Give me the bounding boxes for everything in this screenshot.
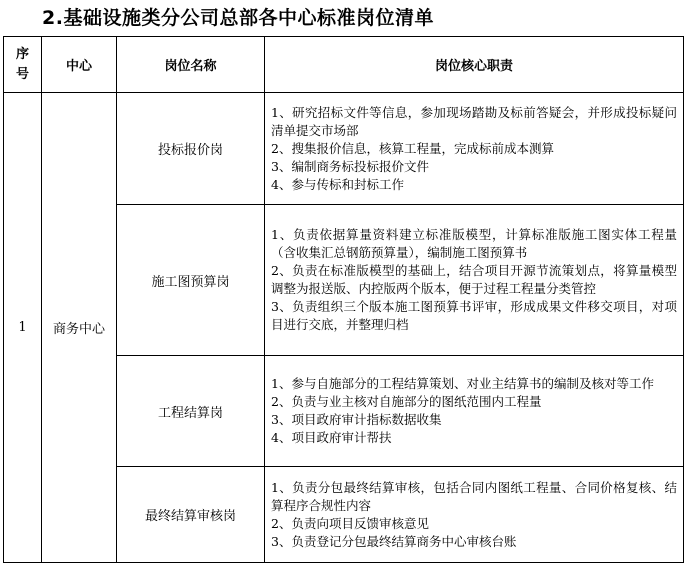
document-title: 2.基础设施类分公司总部各中心标准岗位清单 [42, 7, 434, 29]
duties-cell [265, 467, 684, 563]
position-name: 最终结算审核岗 [117, 467, 265, 563]
duty-line: 1、参与自施部分的工程结算策划、对业主结算书的编制及核对等工作 [271, 376, 654, 391]
duties-cell [265, 356, 684, 467]
duty-line: 2、负责在标准版模型的基础上，结合项目开源节流策划点，将算量模型调整为报送版、内控版两个版本，便于过程工程量分类管控 [271, 263, 677, 296]
duty-line: 1、负责分包最终结算审核，包括合同内图纸工程量、合同价格复核、结算程序合规性内容 [271, 479, 677, 513]
duty-line: 2、负责与业主核对自施部分的图纸范围内工程量 [271, 394, 542, 409]
duty-line: 1、负责依据算量资料建立标准版模型，计算标准版施工图实体工程量（含收集汇总钢筋预算量），编制施工图预算书 [271, 227, 677, 260]
position-name: 施工图预算岗 [117, 205, 265, 356]
header-position: 岗位名称 [117, 37, 265, 93]
header-seq-top: 序 [15, 46, 29, 62]
row-center: 商务中心 [42, 93, 117, 563]
duty-line: 3、负责组织三个版本施工图预算书评审，形成成果文件移交项目，对项目进行交底，并整理归档 [271, 299, 677, 332]
duty-line: 4、项目政府审计帮扶 [271, 430, 392, 445]
position-name: 工程结算岗 [117, 356, 265, 467]
header-center: 中心 [42, 37, 117, 93]
table-header-row [4, 37, 684, 93]
duties-cell [265, 93, 684, 205]
duty-line: 2、搜集报价信息，核算工程量，完成标前成本测算 [271, 140, 554, 156]
header-seq-bottom: 号 [15, 66, 29, 82]
header-seq [4, 37, 42, 93]
duty-line: 3、编制商务标投标报价文件 [271, 158, 429, 174]
duties-cell [265, 205, 684, 356]
duty-line: 3、项目政府审计指标数据收集 [271, 412, 442, 427]
duty-line: 1、研究招标文件等信息，参加现场踏勘及标前答疑会，并形成投标疑问清单提交市场部 [271, 104, 677, 138]
table-row [4, 93, 684, 205]
position-roster-table [3, 36, 684, 563]
header-duties: 岗位核心职责 [265, 37, 684, 93]
duty-line: 3、负责登记分包最终结算商务中心审核台账 [271, 533, 517, 549]
duty-line: 4、参与传标和封标工作 [271, 176, 404, 192]
position-name: 投标报价岗 [117, 93, 265, 205]
row-seq: 1 [4, 93, 42, 563]
duty-line: 2、负责向项目反馈审核意见 [271, 515, 429, 531]
